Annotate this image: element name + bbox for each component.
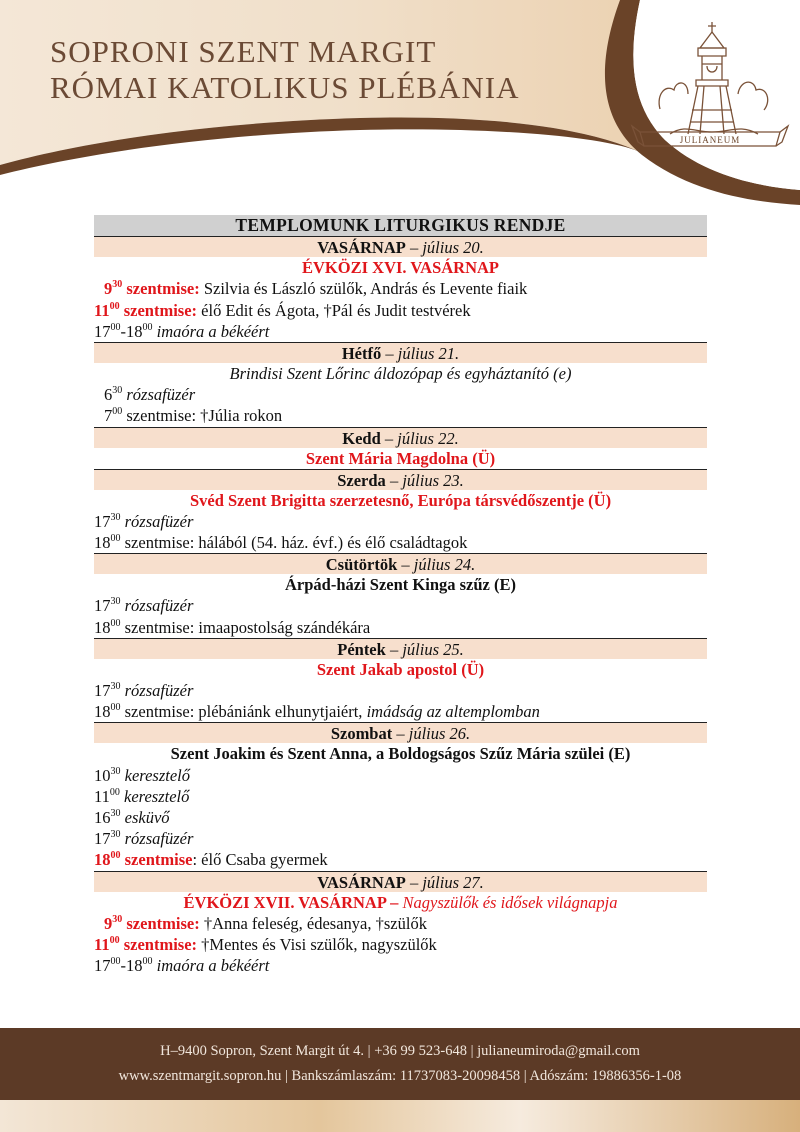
day-header [94,469,707,490]
entry-label: szentmise: [119,300,198,320]
day-name: Csütörtök [325,555,398,575]
time [94,934,120,955]
time-minute: 00 [110,617,121,629]
time [104,384,122,405]
entry-text: imaóra a békéért [156,321,270,341]
footer-decoration-strip [0,1100,800,1132]
time-hour: 9 [104,913,113,933]
entry-text: †Anna feleség, édesanya, †szülők [199,913,427,933]
time [104,405,122,426]
day-separator: – [385,470,403,490]
day-separator: – [385,639,403,659]
day-date: július 21. [397,343,460,363]
schedule-entry [94,786,707,807]
footer [0,1028,800,1100]
time-hour: 6 [104,385,113,405]
time-minute: 30 [112,385,123,397]
time [94,849,121,870]
feast-name: ÉVKÖZI XVI. VASÁRNAP [302,258,499,278]
entry-label: szentmise [120,850,193,870]
julianeum-bell-tower-logo [630,14,790,172]
parish-title-line2: RÓMAI KATOLIKUS PLÉBÁNIA [50,70,520,105]
time-minute: 30 [112,279,123,291]
time-minute: 00 [110,956,121,968]
schedule-days [94,236,707,976]
time-minute: 30 [110,807,121,819]
day-separator: – [405,238,423,258]
feast-line [94,659,707,680]
time-minute: 00 [109,300,120,312]
entry-text: : élő Csaba gyermek [192,850,328,870]
schedule-entry [94,278,707,299]
schedule-entry [94,680,707,701]
time [94,828,121,849]
schedule-entry [94,595,707,616]
schedule-entry [94,617,707,638]
time [94,511,121,532]
time-minute: 00 [110,702,121,714]
day-date: július 23. [402,470,464,490]
logo-label: JULIANEUM [679,135,741,145]
time-minute: 30 [110,596,121,608]
schedule-entry [94,532,707,553]
time-hour: 18 [94,617,111,637]
day-header [94,871,707,892]
time-hour: 18 [94,702,111,722]
time-hour: 17 [94,956,111,976]
day-separator: – [380,428,398,448]
schedule-entry: $17^{00}-18^{00}$ imaóra a békéért [94,956,270,976]
entry-label: szentmise: [122,913,200,933]
time [94,321,121,342]
time [94,701,121,722]
day-date: július 27. [422,872,484,892]
time-minute: 30 [112,913,123,925]
feast-line [94,743,707,764]
day-name: Hétfő [341,343,382,363]
time-hour: 9 [104,279,113,299]
day-header [94,638,707,659]
time [94,595,121,616]
entry-text: rózsafüzér [124,511,194,531]
day-name: Szerda [337,470,386,490]
time-minute: 30 [110,681,121,692]
time-minute: 00 [142,956,153,968]
day-date: július 25. [402,639,464,659]
time-minute: 00 [110,533,121,545]
schedule-entry [94,405,707,426]
feast-name: ÉVKÖZI XVII. VASÁRNAP – [183,892,403,912]
entry-text: rózsafüzér [124,681,194,700]
time-minute: 00 [112,406,123,418]
entry-text: keresztelő [124,765,190,785]
time-hour: 16 [94,807,111,827]
time [126,321,153,342]
time-hour: 18 [126,321,143,341]
footer-registration: www.szentmargit.sopron.hu | Bankszámlaszám: 11737083-20098458 | Adószám: 19886356-1-08 [118,1068,682,1084]
time-hour: 18 [94,850,111,870]
entry-label: szentmise: [119,934,198,954]
entry-text: imaóra a békéért [156,956,270,976]
day-separator: – [392,724,409,744]
time-minute: 30 [110,765,121,777]
time-minute: 00 [110,850,121,862]
schedule-entry [94,384,707,405]
time-hour: 7 [104,406,113,426]
feast-line [94,490,707,511]
entry-text: keresztelő [124,786,190,806]
schedule-entry [94,934,707,955]
day-name: VASÁRNAP [317,238,406,258]
time [94,680,121,701]
feast-line [94,257,707,278]
entry-text: élő Edit és Ágota, †Pál és Judit testvérek [197,300,471,320]
time-hour: 17 [94,829,111,849]
schedule-entry [94,511,707,532]
day-name: Péntek [337,639,386,659]
day-header [94,427,707,448]
day-name: VASÁRNAP [317,872,406,892]
schedule-entry [94,849,707,870]
parish-title-line1: SOPRONI SZENT MARGIT [50,34,437,69]
time [94,617,121,638]
day-separator: – [397,555,414,575]
time-hour: 10 [94,765,111,785]
entry-text: szentmise: hálából (54. ház. évf.) és élő családtagok [124,533,468,553]
schedule-entry [94,807,707,828]
feast-name: Szent Mária Magdolna (Ü) [305,448,496,468]
schedule-entry [94,701,707,722]
time-hour: 18 [126,956,143,976]
time-minute: 00 [109,934,120,946]
time-hour: 17 [94,596,111,616]
day-name: Szombat [330,724,393,744]
time-hour: 17 [94,681,111,700]
time-hour: 11 [94,786,110,806]
entry-text: szentmise: †Júlia rokon [126,406,283,426]
entry-text: rózsafüzér [124,596,194,616]
time-hour: 11 [94,300,110,320]
entry-text: esküvő [124,807,170,827]
footer-contact: H–9400 Sopron, Szent Margit út 4. | +36 99 523-648 | julianeumiroda@gmail.com [160,1043,640,1059]
liturgical-schedule [94,215,707,976]
day-header [94,236,707,257]
time-minute: 00 [142,321,153,333]
feast-line [94,363,707,384]
day-date: július 20. [422,238,484,258]
feast-name: Svéd Szent Brigitta szerzetesnő, Európa társvédőszentje (Ü) [189,490,612,510]
time [94,765,121,786]
feast-subtitle: Nagyszülők és idősek világnapja [402,892,618,912]
time [94,955,121,976]
schedule-entry: $17^{00}-18^{00}$ imaóra a békéért [94,321,270,341]
time [104,913,122,934]
day-header [94,722,707,743]
entry-label: szentmise: [122,279,200,299]
feast-name: Brindisi Szent Lőrinc áldozópap és egyháztanító (e) [229,363,572,383]
entry-text: szentmise: imaapostolság szándékára [124,617,371,637]
time-minute: 30 [110,829,121,841]
time [126,955,153,976]
entry-text: szentmise: plébániánk elhunytjaiért, [124,702,367,722]
time-hour: 11 [94,934,110,954]
time-minute: 00 [109,786,120,798]
schedule-title: TEMPLOMUNK LITURGIKUS RENDJE [94,215,707,236]
day-header [94,342,707,363]
time [94,807,121,828]
entry-text: Szilvia és László szülők, András és Levente fiaik [199,279,528,299]
schedule-entry [94,828,707,849]
day-date: július 26. [408,724,471,744]
entry-note: imádság az altemplomban [366,702,540,722]
time [94,300,120,321]
entry-text: †Mentes és Visi szülők, nagyszülők [197,934,437,954]
time [94,786,120,807]
entry-text: rózsafüzér [124,829,194,849]
time-minute: 00 [110,321,121,333]
feast-name: Árpád-házi Szent Kinga szűz (E) [285,575,516,595]
schedule-entry [94,765,707,786]
time-hour: 17 [94,511,111,531]
feast-name: Szent Joakim és Szent Anna, a Boldogságos Szűz Mária szülei (E) [170,744,631,764]
day-date: július 24. [413,555,476,575]
entry-text: rózsafüzér [126,385,196,405]
schedule-entry [94,300,707,321]
time [104,278,122,299]
schedule-entry [94,913,707,934]
day-separator: – [381,343,398,363]
time [94,532,121,553]
day-date: július 22. [397,428,459,448]
feast-name: Szent Jakab apostol (Ü) [316,659,485,679]
time-hour: 17 [94,321,111,341]
feast-line [94,448,707,469]
day-header [94,553,707,574]
day-name: Kedd [342,428,381,448]
time-minute: 30 [110,511,121,523]
feast-line [94,574,707,595]
feast-line [94,892,707,913]
day-separator: – [405,872,423,892]
time-hour: 18 [94,533,111,553]
